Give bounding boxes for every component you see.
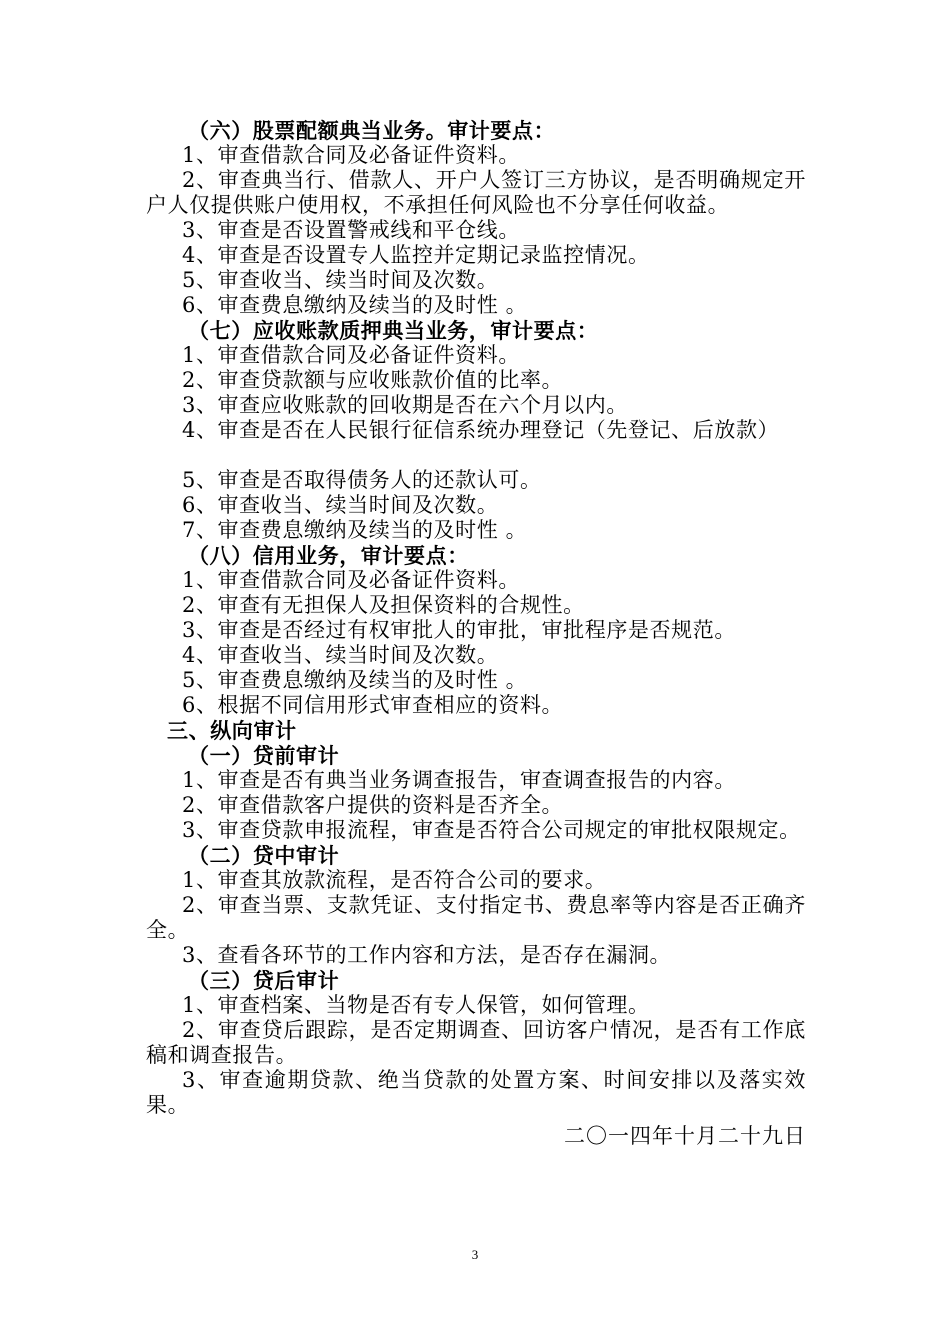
list-item: 6、审查费息缴纳及续当的及时性 。 (182, 293, 528, 317)
document-body (146, 118, 806, 1149)
section-heading: （三）贷后审计 (188, 968, 340, 993)
list-item: 1、审查是否有典当业务调查报告，审查调查报告的内容。 (182, 768, 736, 792)
list-item: 3、审查是否经过有权审批人的审批，审批程序是否规范。 (182, 618, 736, 642)
list-item: 5、审查收当、续当时间及次数。 (182, 268, 499, 292)
list-item: 3、审查贷款申报流程，审查是否符合公司规定的审批权限规定。 (182, 818, 801, 842)
list-item: 1、审查借款合同及必备证件资料。 (182, 143, 520, 167)
list-item: 2、审查贷后跟踪，是否定期调查、回访客户情况，是否有工作底稿和调查报告。 (146, 1018, 806, 1067)
list-item: 2、审查典当行、借款人、开户人签订三方协议，是否明确规定开户人仅提供账户使用权，不承担任何风险也不分享任何收益。 (146, 168, 806, 217)
section-heading: （一）贷前审计 (188, 743, 340, 768)
list-item: 1、审查借款合同及必备证件资料。 (182, 343, 520, 367)
list-item: 4、审查是否设置专人监控并定期记录监控情况。 (182, 243, 650, 267)
list-item: 2、审查当票、支款凭证、支付指定书、费息率等内容是否正确齐全。 (146, 893, 806, 942)
list-item: 5、审查费息缴纳及续当的及时性 。 (182, 668, 528, 692)
section-heading: （七）应收账款质押典当业务，审计要点： (188, 318, 599, 343)
list-item: 2、审查有无担保人及担保资料的合规性。 (182, 593, 585, 617)
list-item: 2、审查贷款额与应收账款价值的比率。 (182, 368, 564, 392)
list-item: 1、审查其放款流程，是否符合公司的要求。 (182, 868, 607, 892)
list-item: 1、审查档案、当物是否有专人保管，如何管理。 (182, 993, 650, 1017)
list-item: 1、审查借款合同及必备证件资料。 (182, 568, 520, 592)
list-item: 3、审查应收账款的回收期是否在六个月以内。 (182, 393, 628, 417)
list-item: 4、审查是否在人民银行征信系统办理登记（先登记、后放款） (182, 418, 780, 442)
list-item: 6、审查收当、续当时间及次数。 (182, 493, 499, 517)
list-item: 6、根据不同信用形式审查相应的资料。 (182, 693, 564, 717)
section-heading: （八）信用业务，审计要点： (188, 543, 469, 568)
list-item: 7、审查费息缴纳及续当的及时性 。 (182, 518, 528, 542)
list-item: 3、查看各环节的工作内容和方法，是否存在漏洞。 (182, 943, 672, 967)
chapter-heading: 三、纵向审计 (167, 718, 297, 743)
list-item: 4、审查收当、续当时间及次数。 (182, 643, 499, 667)
blank-line (146, 443, 806, 468)
list-item: 3、审查逾期贷款、绝当贷款的处置方案、时间安排以及落实效果。 (146, 1068, 806, 1117)
list-item: 5、审查是否取得债务人的还款认可。 (182, 468, 542, 492)
document-date: 二〇一四年十月二十九日 (564, 1124, 806, 1148)
section-heading: （二）贷中审计 (188, 843, 340, 868)
list-item: 3、审查是否设置警戒线和平仓线。 (182, 218, 520, 242)
page-number: 3 (471, 1247, 479, 1262)
list-item: 2、审查借款客户提供的资料是否齐全。 (182, 793, 564, 817)
section-heading: （六）股票配额典当业务。审计要点： (188, 118, 556, 143)
